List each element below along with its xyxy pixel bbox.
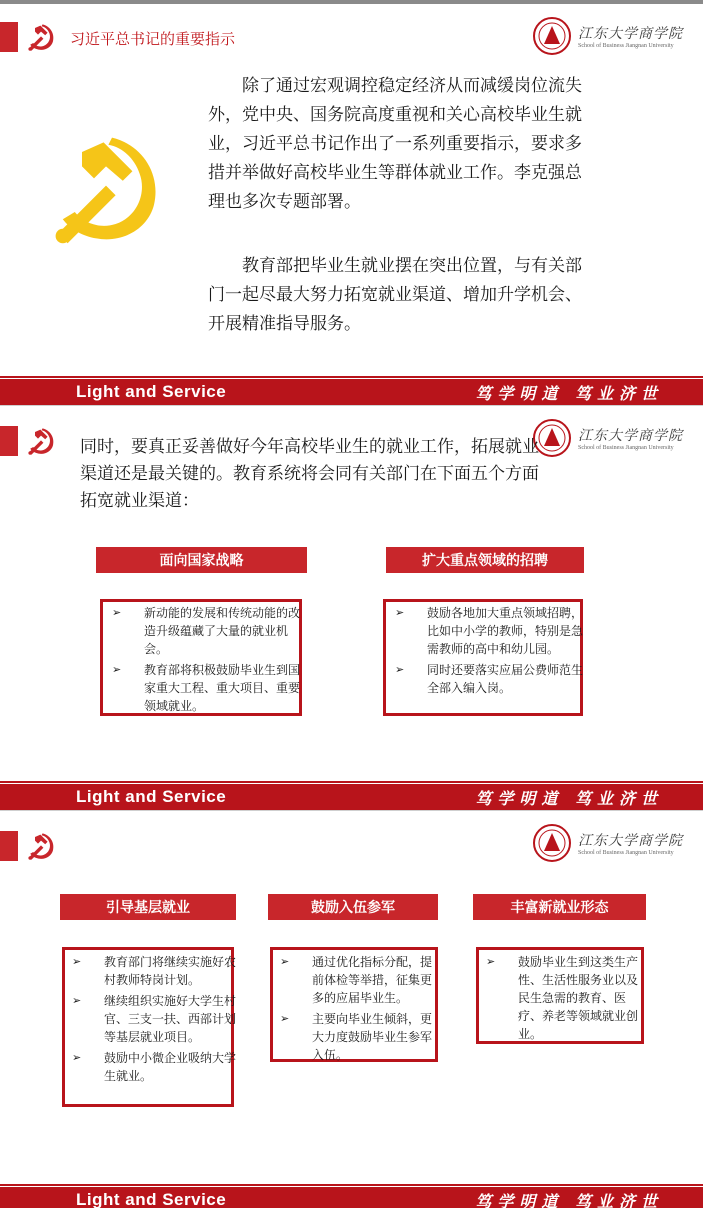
logo-text-cn: 江东大学商学院: [578, 26, 683, 42]
slide-1: [0, 0, 703, 405]
logo-text-en: School of Business Jiangnan University: [578, 850, 674, 856]
side-tab: [0, 831, 18, 861]
footer-motto: 笃学明道 笃业济世: [475, 1191, 663, 1208]
party-emblem-icon: [26, 831, 56, 861]
logo-text-en: School of Business Jiangnan University: [578, 43, 674, 49]
list-item: ➢ 主要向毕业生倾斜，更大力度鼓励毕业生参军入伍。: [280, 1012, 433, 1062]
section-head-military: 鼓励入伍参军: [268, 894, 438, 920]
list-item: ➢ 新动能的发展和传统动能的改造升级蕴藏了大量的就业机会。: [112, 606, 301, 656]
large-party-emblem-icon: [46, 128, 166, 248]
university-logo: [532, 823, 683, 863]
list-item: ➢ 继续组织实施好大学生村官、三支一扶、西部计划等基层就业项目。: [72, 994, 237, 1044]
list-item: ➢ 教育部门将继续实施好农村教师特岗计划。: [72, 955, 237, 987]
paragraph-1: 除了通过宏观调控稳定经济从而减缓岗位流失外，党中央、国务院高度重视和关心高校毕业生就业，习近平总书记作出了一系列重要指示，要求多措并举做好高校毕业生等群体就业工作。李克强总理也多次专题部署。: [208, 76, 582, 212]
party-emblem-icon: [26, 426, 56, 456]
side-tab: [0, 22, 18, 52]
list-item: ➢ 教育部将积极鼓励毕业生到国家重大工程、重大项目、重要领域就业。: [112, 663, 301, 713]
bullet-list-national-strategy: [104, 604, 304, 718]
university-seal-icon: [532, 16, 572, 56]
slide-2: [0, 405, 703, 810]
list-item: ➢ 同时还要落实应届公费师范生全部入编入岗。: [395, 663, 584, 695]
footer-bar: [0, 784, 703, 810]
university-logo: [532, 16, 683, 56]
university-seal-icon: [532, 823, 572, 863]
footer-slogan-en: Light and Service: [76, 1190, 227, 1208]
logo-text-en: School of Business Jiangnan University: [578, 445, 674, 451]
top-rule: [0, 0, 703, 4]
logo-text-cn: 江东大学商学院: [578, 833, 683, 849]
side-tab: [0, 426, 18, 456]
intro-paragraph: 同时，要真正妥善做好今年高校毕业生的就业工作，拓展就业渠道还是最关键的。教育系统将会同有关部门在下面五个方面拓宽就业渠道：: [80, 437, 539, 511]
slide-3: [0, 810, 703, 1208]
footer-bar: [0, 379, 703, 405]
list-item: ➢ 通过优化指标分配，提前体检等举措，征集更多的应届毕业生。: [280, 955, 433, 1005]
slide-title: 习近平总书记的重要指示: [70, 30, 236, 48]
university-logo: [532, 418, 683, 458]
list-item: ➢ 鼓励毕业生到这类生产性、生活性服务业以及民生急需的教育、医疗、养老等领域就业创业。: [486, 955, 639, 1041]
paragraph-2: 教育部把毕业生就业摆在突出位置，与有关部门一起尽最大努力拓宽就业渠道、增加升学机会、开展精准指导服务。: [208, 256, 582, 334]
bullet-list-key-fields: [387, 604, 585, 700]
logo-text-cn: 江东大学商学院: [578, 428, 683, 444]
section-head-new-employment-forms: 丰富新就业形态: [473, 894, 646, 920]
party-emblem-icon: [26, 22, 56, 52]
bullet-list-grassroots: [64, 953, 236, 1088]
bullet-list-military: [272, 953, 440, 1067]
section-head-key-fields-recruitment: 扩大重点领域的招聘: [386, 547, 584, 573]
footer-motto: 笃学明道 笃业济世: [475, 788, 663, 808]
bullet-list-new-employment: [478, 953, 646, 1046]
section-head-grassroots: 引导基层就业: [60, 894, 236, 920]
section-head-national-strategy: 面向国家战略: [96, 547, 307, 573]
footer-motto: 笃学明道 笃业济世: [475, 383, 663, 403]
list-item: ➢ 鼓励各地加大重点领域招聘，比如中小学的教师，特别是急需教师的高中和幼儿园。: [395, 606, 584, 656]
footer-slogan-en: Light and Service: [76, 787, 227, 806]
footer-slogan-en: Light and Service: [76, 382, 227, 401]
list-item: ➢ 鼓励中小微企业吸纳大学生就业。: [72, 1051, 237, 1083]
footer-bar: [0, 1187, 703, 1208]
